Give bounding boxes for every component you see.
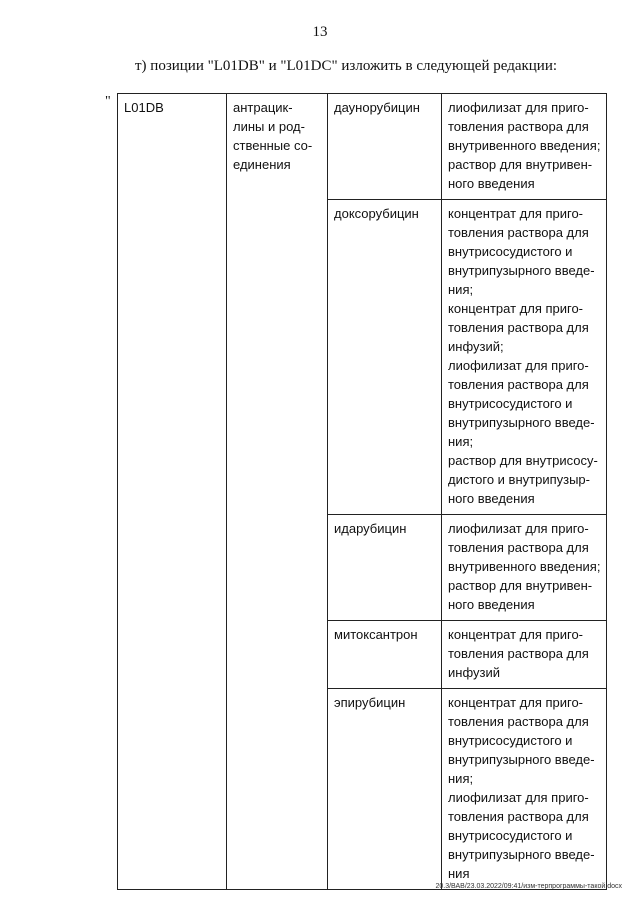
dosage-form-line: ния; [448, 434, 474, 449]
dosage-form-line: товления раствора для [448, 646, 589, 661]
dosage-form-line: внутривенного введения; [448, 138, 601, 153]
dosage-form-line: внутрисосудистого и [448, 733, 573, 748]
dosage-form-line: внутрипузырного введе- [448, 263, 595, 278]
dosage-form-line: концентрат для приго- [448, 695, 584, 710]
dosage-form-line: ния; [448, 771, 474, 786]
dosage-form-line: ного введения [448, 176, 535, 191]
table-row [118, 94, 607, 200]
dosage-form-line: концентрат для приго- [448, 301, 584, 316]
dosage-form-line: инфузий [448, 665, 500, 680]
drug-name-cell: доксорубицин [328, 200, 442, 515]
dosage-form-line: внутрисосудистого и [448, 828, 573, 843]
dosage-form-line: лиофилизат для приго- [448, 358, 589, 373]
group-name-line: лины и род- [233, 119, 305, 134]
drug-name-cell: даунорубицин [328, 94, 442, 200]
dosage-form-line: товления раствора для [448, 377, 589, 392]
dosage-form-line: ного введения [448, 491, 535, 506]
dosage-form-line: товления раствора для [448, 714, 589, 729]
group-name-line: ственные со- [233, 138, 313, 153]
dosage-form-line: лиофилизат для приго- [448, 521, 589, 536]
group-name-line: единения [233, 157, 291, 172]
group-name-cell [227, 94, 328, 890]
dosage-form-line: товления раствора для [448, 225, 589, 240]
dosage-form-line: ния; [448, 282, 474, 297]
dosage-form-line: ния [448, 866, 470, 881]
intro-text: т) позиции "L01DB" и "L01DC" изложить в следующей редакции: [135, 58, 558, 74]
dosage-form-line: товления раствора для [448, 809, 589, 824]
drug-name-cell: идарубицин [328, 515, 442, 621]
dosage-form-line: дистого и внутрипузыр- [448, 472, 590, 487]
dosage-form-line: внутривенного введения; [448, 559, 601, 574]
dosage-form-line: внутрипузырного введе- [448, 415, 595, 430]
dosage-form-cell [442, 689, 607, 890]
dosage-form-line: внутрисосудистого и [448, 244, 573, 259]
drug-table [117, 93, 607, 890]
dosage-form-cell [442, 621, 607, 689]
dosage-form-cell [442, 200, 607, 515]
dosage-form-line: лиофилизат для приго- [448, 100, 589, 115]
dosage-form-line: товления раствора для [448, 320, 589, 335]
dosage-form-line: внутрипузырного введе- [448, 847, 595, 862]
dosage-form-line: концентрат для приго- [448, 206, 584, 221]
drug-name-cell: митоксантрон [328, 621, 442, 689]
group-name-line: антрацик- [233, 100, 293, 115]
dosage-form-line: ного введения [448, 597, 535, 612]
atc-code-cell: L01DB [118, 94, 227, 890]
dosage-form-line: раствор для внутрисосу- [448, 453, 598, 468]
dosage-form-line: товления раствора для [448, 540, 589, 555]
page-number: 13 [312, 24, 328, 40]
dosage-form-line: внутрисосудистого и [448, 396, 573, 411]
dosage-form-line: концентрат для приго- [448, 627, 584, 642]
dosage-form-cell [442, 94, 607, 200]
dosage-form-line: внутрипузырного введе- [448, 752, 595, 767]
opening-quote-mark: " [105, 94, 111, 109]
drug-name-cell: эпирубицин [328, 689, 442, 890]
footer-file-path: 20.3/ВАВ/23.03.2022/09:41/изм-терпрограммы-такой.docx [435, 883, 622, 890]
dosage-form-line: инфузий; [448, 339, 504, 354]
dosage-form-line: лиофилизат для приго- [448, 790, 589, 805]
dosage-form-line: раствор для внутривен- [448, 157, 593, 172]
dosage-form-line: товления раствора для [448, 119, 589, 134]
dosage-form-line: раствор для внутривен- [448, 578, 593, 593]
dosage-form-cell [442, 515, 607, 621]
